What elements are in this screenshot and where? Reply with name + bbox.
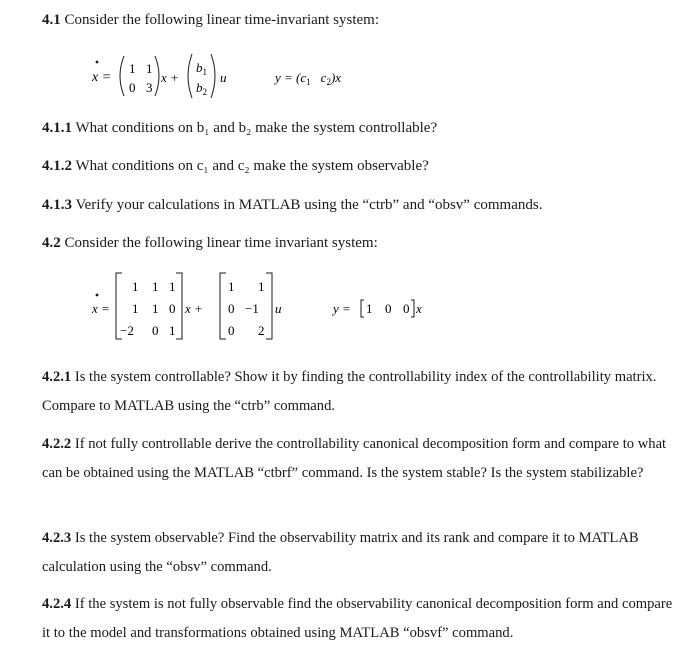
eq2-B-right-bracket bbox=[266, 273, 272, 339]
section-number: 4.1 bbox=[42, 12, 61, 28]
eq2-A-11: 1 bbox=[132, 279, 139, 294]
eq2-A-31: −2 bbox=[120, 323, 134, 338]
question-4-2-1 bbox=[42, 363, 682, 421]
eq2-A-right-bracket bbox=[176, 273, 182, 339]
question-number: 4.2.3 bbox=[42, 530, 72, 546]
eq2-u: u bbox=[275, 301, 282, 316]
eq2-A-32: 0 bbox=[152, 323, 159, 338]
eq2-B-21: 0 bbox=[228, 301, 235, 316]
eq2-A-22: 1 bbox=[152, 301, 159, 316]
eq1-plus: x + bbox=[161, 70, 179, 85]
eq1-A-12: 1 bbox=[146, 61, 153, 76]
question-number: 4.2.1 bbox=[42, 369, 72, 385]
question-4-1-2 bbox=[42, 158, 429, 175]
eq1-b-right-paren bbox=[211, 54, 215, 98]
eq1-lhs: x = bbox=[92, 70, 112, 85]
eq2-B-32: 2 bbox=[258, 323, 265, 338]
eq2-y-rhs: x bbox=[416, 301, 422, 316]
eq2-C-1: 1 bbox=[366, 301, 373, 316]
question-number: 4.1.1 bbox=[42, 120, 72, 136]
eq2-A-23: 0 bbox=[169, 301, 176, 316]
question-text: Is the system observable? Find the observability matrix and its rank and compare it to MATLAB calculation using the “obsv” command. bbox=[42, 530, 639, 575]
eq2-A-12: 1 bbox=[152, 279, 159, 294]
eq2-B-left-bracket bbox=[220, 273, 226, 339]
eq2-C-right-bracket bbox=[411, 300, 414, 317]
eq2-B-12: 1 bbox=[258, 279, 265, 294]
eq1-A-left-paren bbox=[120, 56, 124, 96]
eq1-b1: $b_1$ bbox=[196, 60, 207, 77]
question-text: Is the system controllable? Show it by finding the controllability index of the controllability matrix. Compare to MATLAB using the “ctrb” command. bbox=[42, 369, 657, 414]
eq1-A-21: 0 bbox=[129, 80, 136, 95]
eq2-B-11: 1 bbox=[228, 279, 235, 294]
question-text: If not fully controllable derive the controllability canonical decomposition form and compare to what can be obtained using the MATLAB “ctbrf” command. Is the system stable? Is the system stabilizable? bbox=[42, 436, 667, 481]
section-text: Consider the following linear time-invariant system: bbox=[64, 12, 380, 28]
question-text: What conditions on c₁ and c₂ make the system observable? bbox=[75, 158, 429, 174]
question-4-1-3 bbox=[42, 197, 542, 214]
eq2-A-21: 1 bbox=[132, 301, 139, 316]
eq1-A-22: 3 bbox=[146, 80, 153, 95]
eq2-C-3: 0 bbox=[403, 301, 410, 316]
section-text: Consider the following linear time invariant system: bbox=[64, 235, 378, 251]
question-number: 4.1.2 bbox=[42, 158, 72, 174]
question-4-2-3 bbox=[42, 524, 682, 582]
eq1-b2: $b_2$ bbox=[196, 80, 207, 97]
eq2-B-22: −1 bbox=[245, 301, 259, 316]
question-number: 4.2.4 bbox=[42, 596, 72, 612]
question-number: 4.1.3 bbox=[42, 197, 72, 213]
question-text: What conditions on b₁ and b₂ make the system controllable? bbox=[75, 120, 438, 136]
question-4-2-4 bbox=[42, 590, 682, 648]
eq1-output: $y = (c_1$ $c_2)x$ bbox=[275, 70, 342, 87]
section-4-1-heading bbox=[42, 12, 379, 29]
eq1-u: u bbox=[220, 70, 227, 85]
eq1-b-left-paren bbox=[188, 54, 192, 98]
eq2-C-left-bracket bbox=[361, 300, 364, 317]
question-4-2-2 bbox=[42, 430, 682, 488]
eq2-B-31: 0 bbox=[228, 323, 235, 338]
dot-derivative-mark bbox=[96, 61, 99, 64]
equation-4-1 bbox=[80, 40, 400, 110]
eq2-lhs: x = bbox=[92, 301, 110, 316]
eq2-A-33: 1 bbox=[169, 323, 176, 338]
question-text: If the system is not fully observable find the observability canonical decomposition form and compare it to the model and transformations obtained using MATLAB “obsvf” command. bbox=[42, 596, 673, 641]
question-4-1-1 bbox=[42, 120, 437, 137]
eq2-A-13: 1 bbox=[169, 279, 176, 294]
dot-derivative-mark bbox=[96, 294, 99, 297]
eq2-y-lhs: y = bbox=[333, 301, 351, 316]
equation-4-2 bbox=[80, 265, 460, 345]
eq1-A-right-paren bbox=[155, 56, 159, 96]
section-number: 4.2 bbox=[42, 235, 61, 251]
eq1-A-11: 1 bbox=[129, 61, 136, 76]
eq2-C-2: 0 bbox=[385, 301, 392, 316]
eq2-plus: x + bbox=[185, 301, 203, 316]
question-number: 4.2.2 bbox=[42, 436, 72, 452]
section-4-2-heading bbox=[42, 235, 378, 252]
question-text: Verify your calculations in MATLAB using the “ctrb” and “obsv” commands. bbox=[75, 197, 543, 213]
